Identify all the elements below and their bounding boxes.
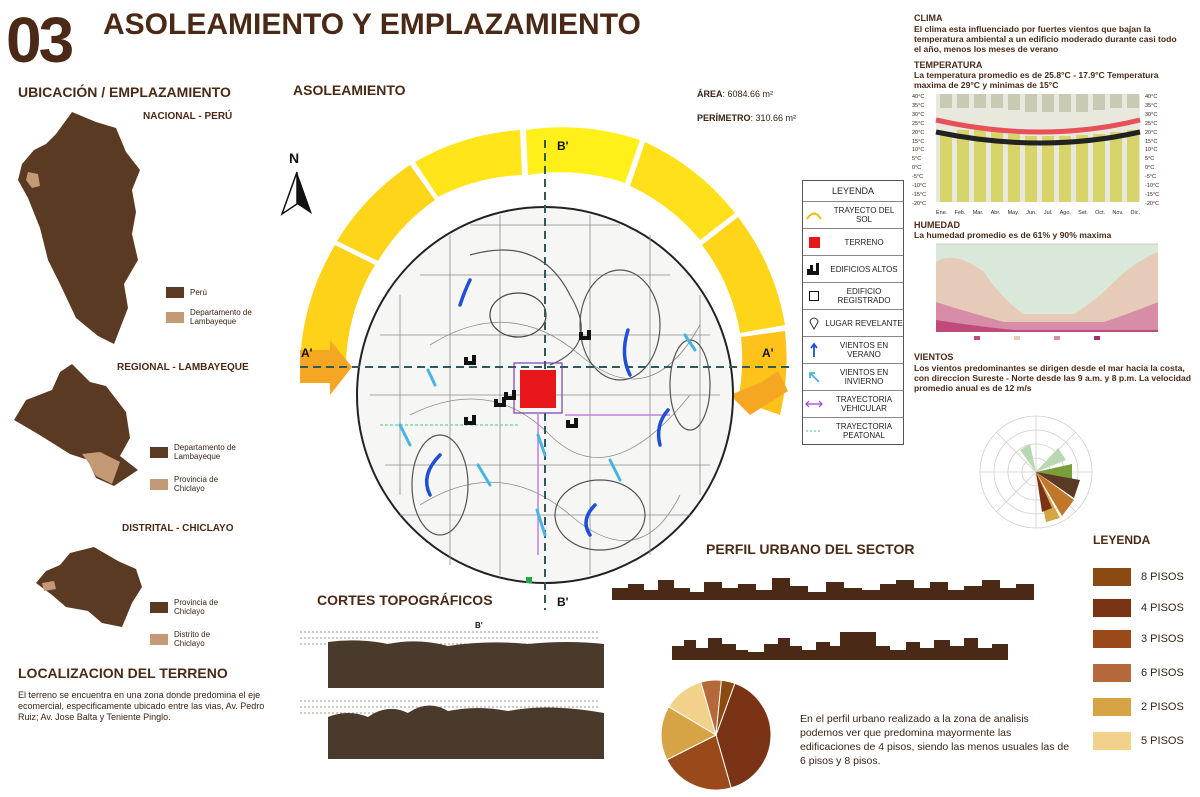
pie-group xyxy=(661,680,771,790)
location-pin-icon xyxy=(803,316,825,330)
corte-b xyxy=(298,695,608,765)
humedad-title: HUMEDAD xyxy=(914,220,960,230)
regional-title: REGIONAL - LAMBAYEQUE xyxy=(117,362,249,373)
pedestrian-path-icon xyxy=(803,429,825,433)
page-title: ASOLEAMIENTO Y EMPLAZAMIENTO xyxy=(103,8,641,41)
temperatura-text: La temperatura promedio es de 25.8°C - 17.9°C Temperatura maxima de 29°C y minimas de 15°C xyxy=(914,70,1159,90)
pisos-legend-item: 4 PISOS xyxy=(1093,599,1184,617)
area-readout: ÁREA: 6084.66 m² xyxy=(697,89,774,99)
cut-label-b-top: B' xyxy=(557,139,569,153)
vehicle-path-icon xyxy=(803,400,825,408)
tall-building-icon xyxy=(803,263,825,275)
section-number: 03 xyxy=(6,4,72,76)
vientos-text: Los vientos predominantes se dirigen desde el mar hacia la costa, con direccion Sureste - Norte desde las 9 a.m. y 8 p.m. La velocidad promedio anual es de 12 m/s xyxy=(914,363,1192,393)
ubicacion-title: UBICACIÓN / EMPLAZAMIENTO xyxy=(18,84,231,100)
cut-label-a-right: A' xyxy=(762,346,774,360)
distrital-legend: Provincia de Chiclayo Distrito de Chiclayo xyxy=(150,598,234,648)
perimetro-readout: PERÍMETRO: 310.66 m² xyxy=(697,113,797,123)
legend-row: TRAYECTORIA PEATONAL xyxy=(803,417,903,444)
humidity-chart xyxy=(914,242,1164,346)
map-legend-title: LEYENDA xyxy=(831,186,875,196)
localizacion-title: LOCALIZACION DEL TERRENO xyxy=(18,665,228,681)
sun-path-icon xyxy=(803,210,825,220)
chiclayo-map xyxy=(32,543,144,633)
legend-row: TRAYECTORIA VEHICULAR xyxy=(803,390,903,417)
clima-title: CLIMA xyxy=(914,13,943,23)
cortes-b-label: B' xyxy=(475,621,483,630)
temperatura-title: TEMPERATURA xyxy=(914,60,983,70)
legend-row: LUGAR REVELANTE xyxy=(803,309,903,336)
legend-row: TERRENO xyxy=(803,228,903,255)
corte-a xyxy=(298,628,608,694)
map-legend xyxy=(802,180,904,445)
legend-row: EDIFICIOS ALTOS xyxy=(803,255,903,282)
asoleamiento-title: ASOLEAMIENTO xyxy=(293,82,406,98)
distrital-title: DISTRITAL - CHICLAYO xyxy=(122,523,234,534)
sun-path-diagram xyxy=(290,95,800,615)
cortes-title: CORTES TOPOGRÁFICOS xyxy=(317,592,493,608)
urban-profile-2 xyxy=(672,628,1008,660)
regional-legend: Departamento de Lambayeque Provincia de Chiclayo xyxy=(150,443,254,493)
temp-ticks-right: 40°C 35°C 30°C 25°C 20°C 15°C 10°C 5°C 0°C -5°C -10°C -15°C -20°C xyxy=(1145,94,1160,207)
pisos-legend-item: 5 PISOS xyxy=(1093,732,1184,750)
terrain-icon xyxy=(803,237,825,248)
cut-label-a-left: A' xyxy=(301,346,313,360)
clima-text: El clima esta influenciado por fuertes vientos que bajan la temperatura ambiental a un edificio moderado durante casi todo el año, menos los meses de verano xyxy=(914,24,1177,54)
legend-row: EDIFICIO REGISTRADO xyxy=(803,282,903,309)
north-label: N xyxy=(289,150,300,166)
urban-profile-1 xyxy=(612,570,1034,600)
temp-ticks-left: 40°C 35°C 30°C 25°C 20°C 15°C 10°C 5°C 0°C -5°C -10°C -15°C -20°C xyxy=(912,94,927,207)
localizacion-text: El terreno se encuentra en una zona donde predomina el eje ecomercial, especificamente ubicado entre las vias, Av. Pedro Ruiz; Av. Jose Balta y Teniente Pinglo. xyxy=(18,690,265,722)
legend-row: VIENTOS EN INVIERNO xyxy=(803,363,903,390)
legend-row: TRAYECTO DEL SOL xyxy=(803,201,903,228)
cut-label-b-bottom: B' xyxy=(557,595,569,609)
perfil-title: PERFIL URBANO DEL SECTOR xyxy=(706,541,915,557)
registered-building-icon xyxy=(803,291,825,301)
month-labels: Ene. Feb. Mar. Abr. May. Jun. Jul. Ago. Set. Oct. Nov. Dic. xyxy=(936,210,1140,216)
pisos-legend-item: 8 PISOS xyxy=(1093,568,1184,586)
temperature-chart xyxy=(912,92,1168,220)
pisos-legend-item: 2 PISOS xyxy=(1093,698,1184,716)
pisos-pie-chart xyxy=(654,678,778,792)
vientos-title: VIENTOS xyxy=(914,352,954,362)
nacional-legend: Perú Departamento de Lambayeque xyxy=(166,287,260,326)
lambayeque-map xyxy=(8,360,143,492)
legend-row: VIENTOS EN VERANO xyxy=(803,336,903,363)
pisos-legend-item: 6 PISOS xyxy=(1093,664,1184,682)
humedad-text: La humedad promedio es de 61% y 90% maxima xyxy=(914,230,1112,240)
pisos-legend-title: LEYENDA xyxy=(1093,533,1151,547)
pisos-legend-item: 3 PISOS xyxy=(1093,630,1184,648)
winter-wind-icon xyxy=(803,370,825,384)
wind-rose xyxy=(962,408,1112,538)
summer-wind-icon xyxy=(803,342,825,358)
perfil-text: En el perfil urbano realizado a la zona de analisis podemos ver que predomina mayormente las edificaciones de 4 pisos, siendo las menos usuales las de 6 pisos y 8 pisos. xyxy=(800,713,1070,767)
nacional-title: NACIONAL - PERÚ xyxy=(143,111,233,122)
peru-map xyxy=(14,108,144,353)
